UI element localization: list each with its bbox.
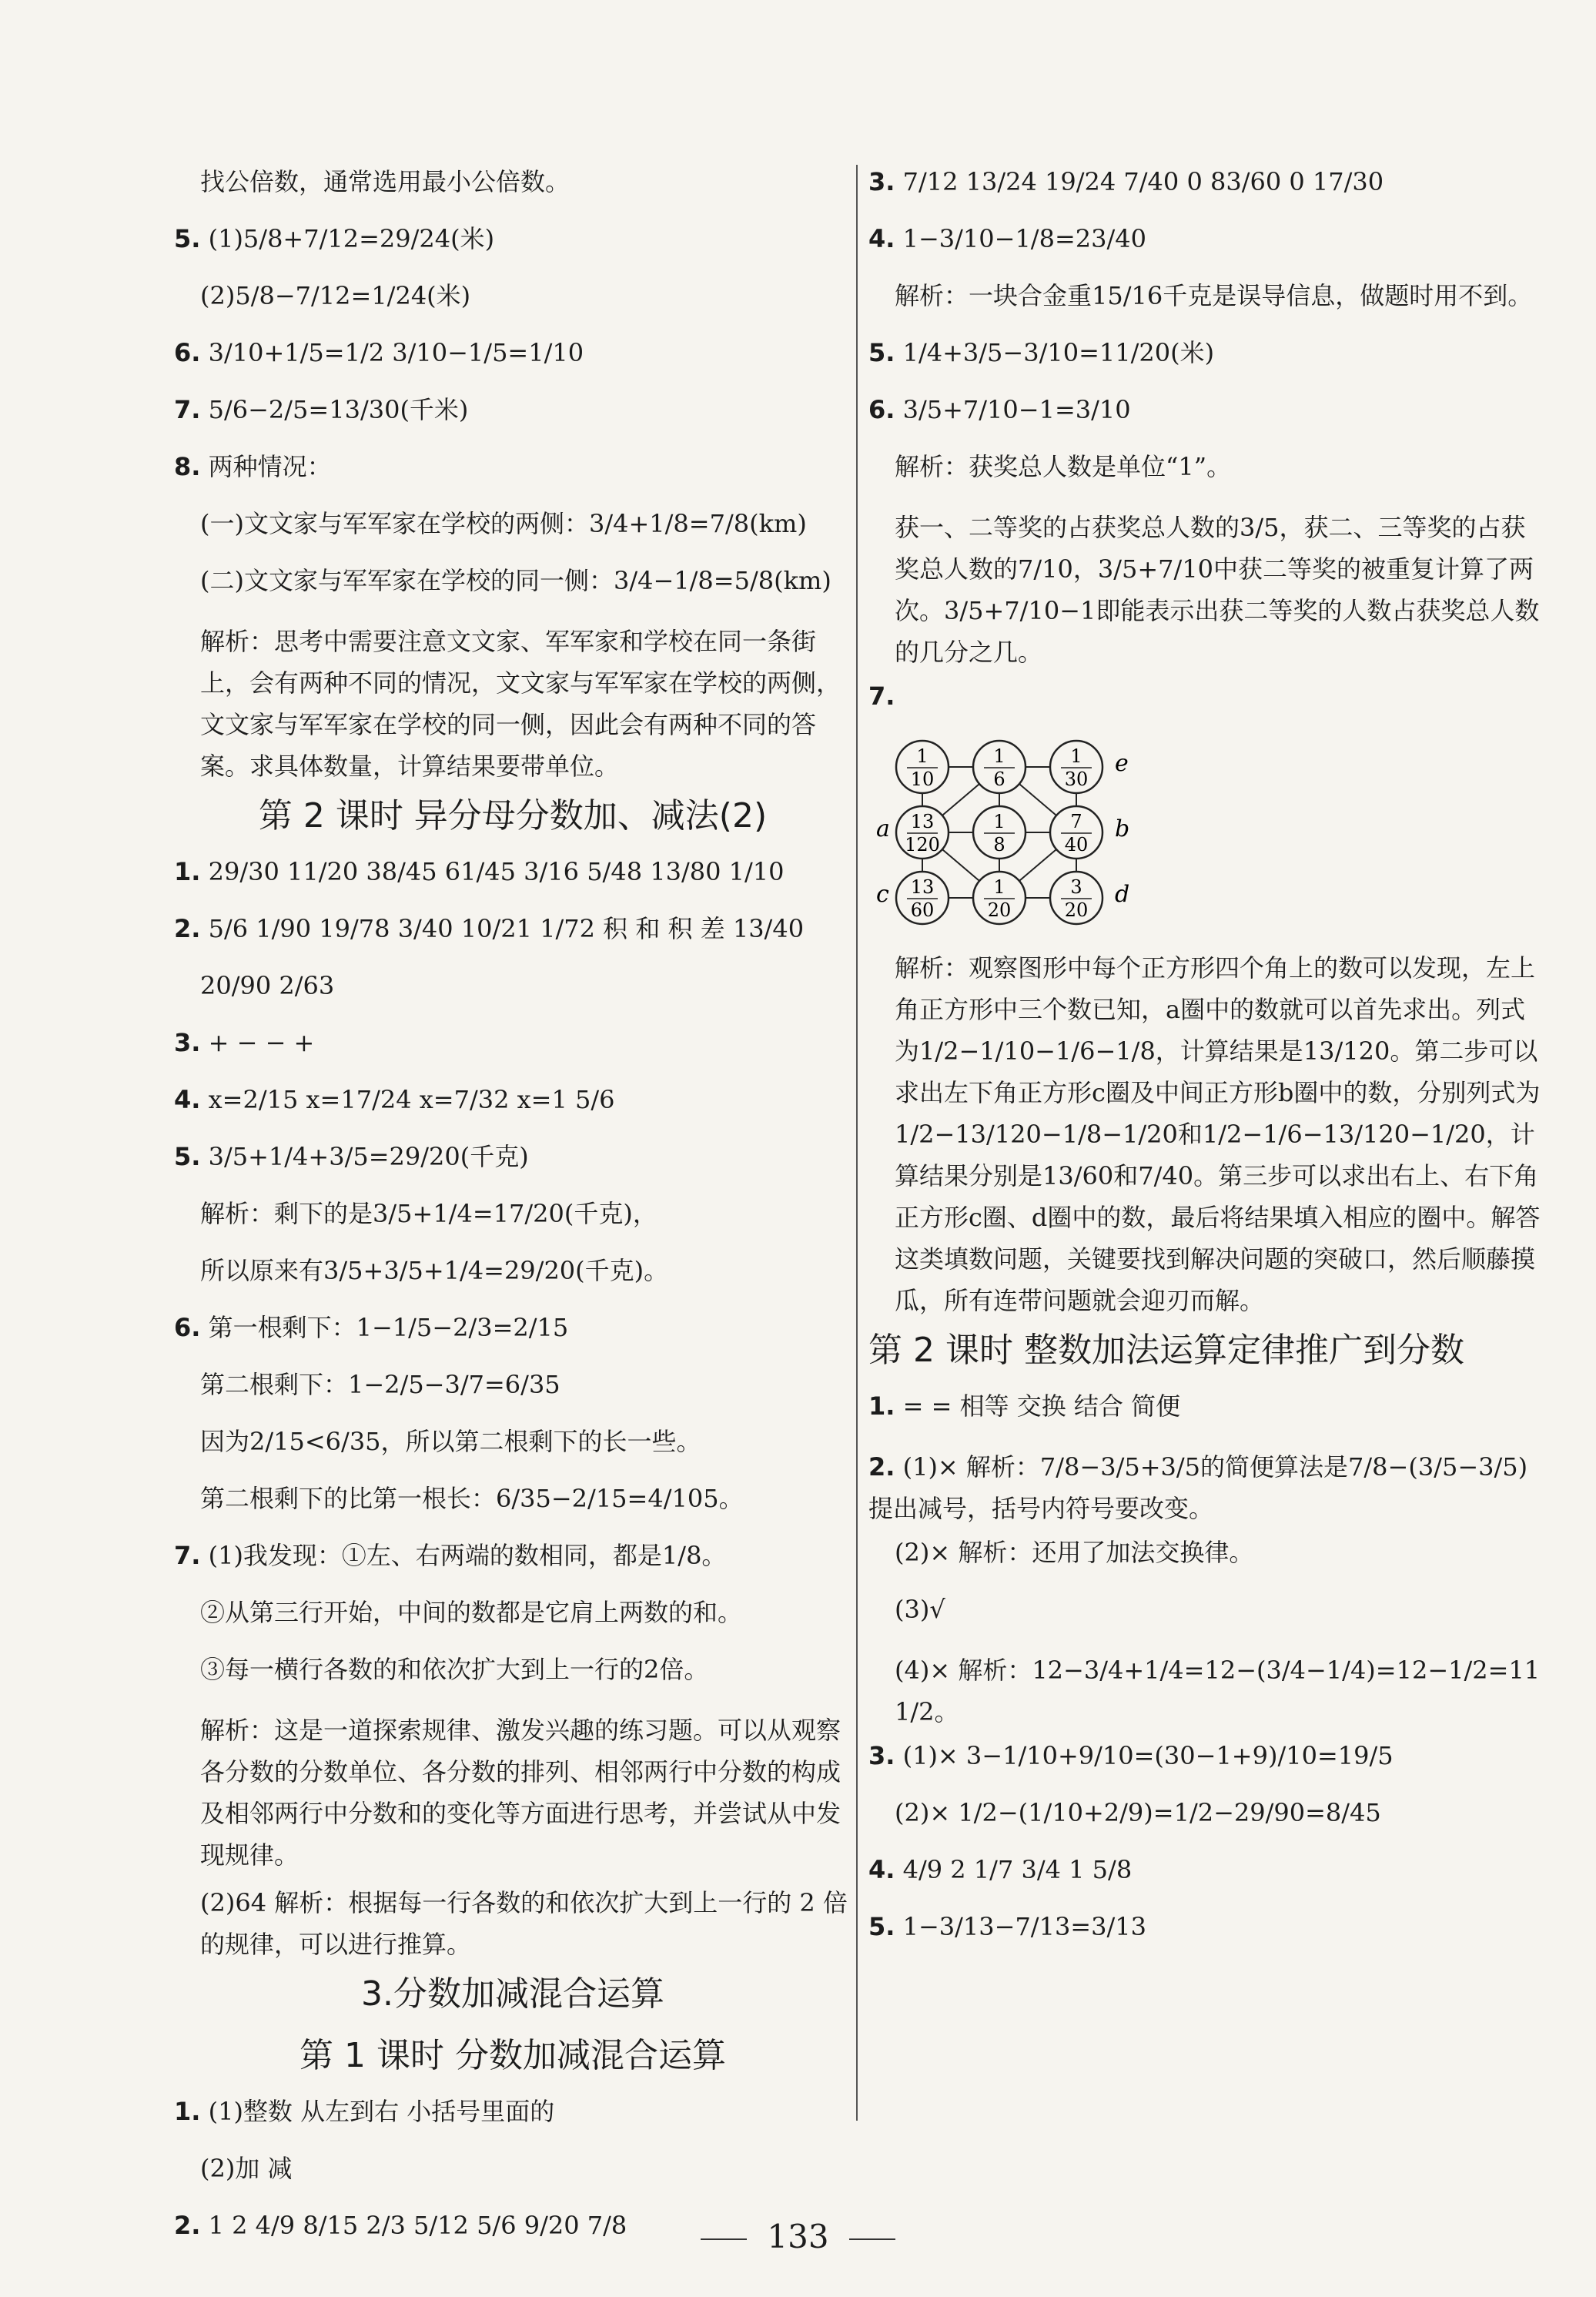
answer-text: 3/5+1/4+3/5=29/20(千克) [208, 1142, 529, 1171]
question-number: 7. [174, 395, 201, 424]
answer-line [868, 1389, 1546, 1423]
circle-denominator: 60 [910, 899, 935, 921]
answer-text: (一)文文家与军军家在学校的两侧：3/4+1/8=7/8(km) [200, 509, 807, 538]
section-heading: 3.分数加减混合运算 [361, 1974, 664, 2014]
answer-text: 因为2/15<6/35，所以第二根剩下的长一些。 [200, 1427, 701, 1456]
section-heading: 第 2 课时 整数加法运算定律推广到分数 [868, 1331, 1464, 1370]
answer-line [174, 1652, 852, 1686]
answer-line [174, 1140, 852, 1174]
answer-line [174, 1083, 852, 1117]
diagram-label: e [1115, 750, 1129, 777]
diagram-circle [1050, 806, 1102, 859]
answer-line [174, 1709, 852, 1876]
question-number: 7. [174, 1541, 201, 1570]
answer-text: 5/6−2/5=13/30(千米) [208, 395, 469, 424]
answer-text: ②从第三行开始，中间的数都是它肩上两数的和。 [200, 1598, 743, 1627]
question-number: 3. [868, 167, 895, 196]
answer-line [174, 2094, 852, 2128]
diagram-circle [973, 872, 1026, 924]
question-number: 8. [174, 452, 201, 481]
left-column [174, 165, 852, 2265]
answer-line [174, 165, 852, 199]
answer-line [174, 393, 852, 427]
question-number: 2. [174, 2211, 201, 2240]
diagram-circle [1050, 872, 1102, 924]
answer-line [174, 1596, 852, 1629]
page-number [0, 2218, 1596, 2255]
answer-text: 4/9 2 1/7 3/4 1 5/8 [902, 1855, 1133, 1884]
diagram-label: c [876, 881, 889, 908]
page-number-dash-right [849, 2238, 895, 2240]
answer-line [174, 621, 852, 787]
diagram-circle [896, 741, 949, 793]
circle-denominator: 40 [1064, 834, 1089, 856]
question-number: 6. [174, 338, 201, 367]
answer-text: 3/5+7/10−1=3/10 [902, 395, 1131, 424]
answer-text: 解析：剩下的是3/5+1/4=17/20(千克)， [200, 1199, 657, 1228]
question-number: 5. [174, 1142, 201, 1171]
circle-numerator: 1 [993, 876, 1005, 898]
question-number: 3. [174, 1028, 201, 1057]
answer-line [868, 1649, 1546, 1733]
question-number: 6. [174, 1313, 201, 1342]
answer-text: 1−3/10−1/8=23/40 [902, 224, 1146, 253]
answer-text: 1−3/13−7/13=3/13 [902, 1912, 1146, 1941]
question-number: 1. [174, 2097, 201, 2126]
answer-line [868, 947, 1546, 1321]
circle-numerator: 1 [993, 745, 1005, 767]
answer-line [868, 1535, 1546, 1569]
answer-text: ③每一横行各数的和依次扩大到上一行的2倍。 [200, 1655, 709, 1684]
circle-denominator: 6 [993, 768, 1005, 790]
right-column [868, 165, 1546, 1967]
answer-line [174, 1882, 852, 1965]
answer-line [868, 679, 1546, 713]
answer-line [174, 1311, 852, 1344]
answer-text: (2)64 解析：根据每一行各数的和依次扩大到上一行的 2 倍的规律，可以进行推算。 [200, 1888, 848, 1959]
answer-line [868, 1592, 1546, 1626]
answer-line [868, 165, 1546, 199]
answer-text: 找公倍数，通常选用最小公倍数。 [200, 167, 570, 196]
answer-text: 1/4+3/5−3/10=11/20(米) [902, 338, 1215, 367]
circle-denominator: 20 [1064, 899, 1089, 921]
answer-line [174, 507, 852, 541]
answer-text: 第二根剩下的比第一根长：6/35−2/15=4/105。 [200, 1484, 744, 1513]
answer-line [174, 969, 852, 1003]
circle-numerator: 7 [1070, 811, 1082, 832]
section-heading: 第 2 课时 异分母分数加、减法(2) [258, 796, 768, 835]
answer-text: 所以原来有3/5+3/5+1/4=29/20(千克)。 [200, 1256, 669, 1285]
diagram-label: d [1115, 881, 1130, 908]
answer-line [174, 1539, 852, 1572]
question-number: 7. [868, 681, 895, 711]
answer-line [868, 336, 1546, 370]
circle-numerator: 13 [910, 811, 935, 832]
diagram-label: a [876, 815, 890, 842]
answer-text: 第二根剩下：1−2/5−3/7=6/35 [200, 1370, 560, 1399]
circle-denominator: 8 [993, 834, 1005, 856]
diagram-circle [1050, 741, 1102, 793]
answer-line [174, 450, 852, 484]
question-number: 2. [868, 1452, 895, 1482]
page-number-dash-left [701, 2238, 747, 2240]
answer-text: (1)我发现：①左、右两端的数相同，都是1/8。 [208, 1541, 727, 1570]
answer-text: 20/90 2/63 [200, 971, 335, 1000]
circle-denominator: 10 [910, 768, 935, 790]
answer-text: (1)× 解析：7/8−3/5+3/5的简便算法是7/8−(3/5−3/5)提出减号，括号内符号要改变。 [868, 1452, 1528, 1523]
circle-numerator: 1 [993, 811, 1005, 832]
question-number: 4. [174, 1085, 201, 1114]
question-number: 4. [868, 1855, 895, 1884]
answer-text: (2)加 减 [200, 2154, 293, 2183]
question-number: 1. [174, 857, 201, 886]
answer-text: (二)文文家与军军家在学校的同一侧：3/4−1/8=5/8(km) [200, 566, 831, 595]
answer-line [174, 1254, 852, 1287]
circle-numerator: 3 [1070, 876, 1082, 898]
answer-text: 解析：观察图形中每个正方形四个角上的数可以发现，左上角正方形中三个数已知，a圈中的数就可以首先求出。列式为1/2−1/10−1/6−1/8，计算结果是13/120。第二步可以求出左下角正方形c圈及中间正方形b圈中的数，分别列式为1/2−13/120−1/8−1/20和1/2−1/6−13/120−1/20，计算结果分别是13/60和7/40。第三步可以求出右上、右下角正方形c圈、d圈中的数，最后将结果填入相应的圈中。解答这类填数问题，关键要找到解决问题的突破口，然后顺藤摸瓜，所有连带问题就会迎刃而解。 [895, 953, 1541, 1315]
answer-line [868, 1446, 1546, 1529]
circle-denominator: 120 [905, 834, 940, 856]
number-circle-diagram [868, 736, 1161, 929]
column-divider [856, 165, 858, 2121]
answer-line [174, 1368, 852, 1401]
answer-line [174, 222, 852, 256]
answer-text: (2)× 解析：还用了加法交换律。 [895, 1538, 1254, 1567]
answer-line [868, 279, 1546, 313]
answer-text: (1)× 3−1/10+9/10=(30−1+9)/10=19/5 [902, 1741, 1394, 1770]
answer-line [868, 507, 1546, 673]
question-number: 1. [868, 1391, 895, 1421]
answer-text: x=2/15 x=17/24 x=7/32 x=1 5/6 [208, 1085, 615, 1114]
answer-text: (2)× 1/2−(1/10+2/9)=1/2−29/90=8/45 [895, 1798, 1381, 1827]
answer-line [174, 912, 852, 946]
answer-line [174, 336, 852, 370]
circle-denominator: 30 [1064, 768, 1089, 790]
answer-line [868, 1796, 1546, 1830]
circle-denominator: 20 [987, 899, 1012, 921]
answer-line [174, 1026, 852, 1060]
diagram-circle [973, 806, 1026, 859]
answer-text: 5/6 1/90 19/78 3/40 10/21 1/72 积 和 积 差 13/40 [208, 914, 805, 943]
question-number: 2. [174, 914, 201, 943]
circle-numerator: 13 [910, 876, 935, 898]
diagram-circle [896, 872, 949, 924]
answer-text: 解析：思考中需要注意文文家、军军家和学校在同一条街上，会有两种不同的情况，文文家与军军家在学校的两侧，文文家与军军家在学校的同一侧，因此会有两种不同的答案。求具体数量，计算结果要带单位。 [200, 627, 841, 781]
answer-line [868, 450, 1546, 484]
diagram-circle [973, 741, 1026, 793]
answer-text: (1)5/8+7/12=29/24(米) [208, 224, 495, 253]
answer-text: 解析：这是一道探索规律、激发兴趣的练习题。可以从观察各分数的分数单位、各分数的排列、相邻两行中分数的构成及相邻两行中分数和的变化等方面进行思考，并尝试从中发现规律。 [200, 1716, 841, 1870]
diagram-label: b [1115, 815, 1130, 842]
answer-text: 29/30 11/20 38/45 61/45 3/16 5/48 13/80 1/10 [208, 857, 785, 886]
answer-line [868, 1739, 1546, 1773]
answer-text: 解析：获奖总人数是单位“1”。 [895, 452, 1232, 481]
question-number: 6. [868, 395, 895, 424]
answer-text: 获一、二等奖的占获奖总人数的3/5，获二、三等奖的占获奖总人数的7/10，3/5+7/10中获二等奖的被重复计算了两次。3/5+7/10−1即能表示出获二等奖的人数占获奖总人数的几分之几。 [895, 513, 1540, 667]
answer-line [868, 393, 1546, 427]
question-number: 4. [868, 224, 895, 253]
answer-text: = = 相等 交换 结合 简便 [902, 1391, 1181, 1421]
answer-line [174, 1425, 852, 1458]
question-number: 5. [868, 338, 895, 367]
answer-line [174, 1482, 852, 1515]
answer-text: 第一根剩下：1−1/5−2/3=2/15 [208, 1313, 569, 1342]
answer-line [174, 564, 852, 598]
answer-text: 解析：一块合金重15/16千克是误导信息，做题时用不到。 [895, 281, 1533, 310]
page-number-text: 133 [767, 2218, 829, 2255]
question-number: 5. [868, 1912, 895, 1941]
answer-text: 两种情况： [208, 452, 332, 481]
answer-text: (1)整数 从左到右 小括号里面的 [208, 2097, 555, 2126]
answer-line [174, 1197, 852, 1231]
circle-numerator: 1 [1070, 745, 1082, 767]
diagram-circle [896, 806, 949, 859]
question-number: 5. [174, 224, 201, 253]
answer-text: 1 2 4/9 8/15 2/3 5/12 5/6 9/20 7/8 [208, 2211, 627, 2240]
answer-line [868, 1853, 1546, 1887]
answer-text: + − − + [208, 1028, 315, 1057]
answer-line [174, 2151, 852, 2185]
question-number: 3. [868, 1741, 895, 1770]
answer-text: (4)× 解析：12−3/4+1/4=12−(3/4−1/4)=12−1/2=11 1/2。 [895, 1656, 1541, 1726]
answer-line [174, 279, 852, 313]
answer-text: 3/10+1/5=1/2 3/10−1/5=1/10 [208, 338, 584, 367]
answer-text: 7/12 13/24 19/24 7/40 0 83/60 0 17/30 [902, 167, 1384, 196]
answer-line [868, 1910, 1546, 1944]
answer-line [174, 855, 852, 889]
section-heading: 第 1 课时 分数加减混合运算 [299, 2036, 726, 2075]
answer-line [868, 222, 1546, 256]
answer-text: (2)5/8−7/12=1/24(米) [200, 281, 471, 310]
circle-numerator: 1 [916, 745, 928, 767]
answer-text: (3)√ [895, 1595, 945, 1624]
